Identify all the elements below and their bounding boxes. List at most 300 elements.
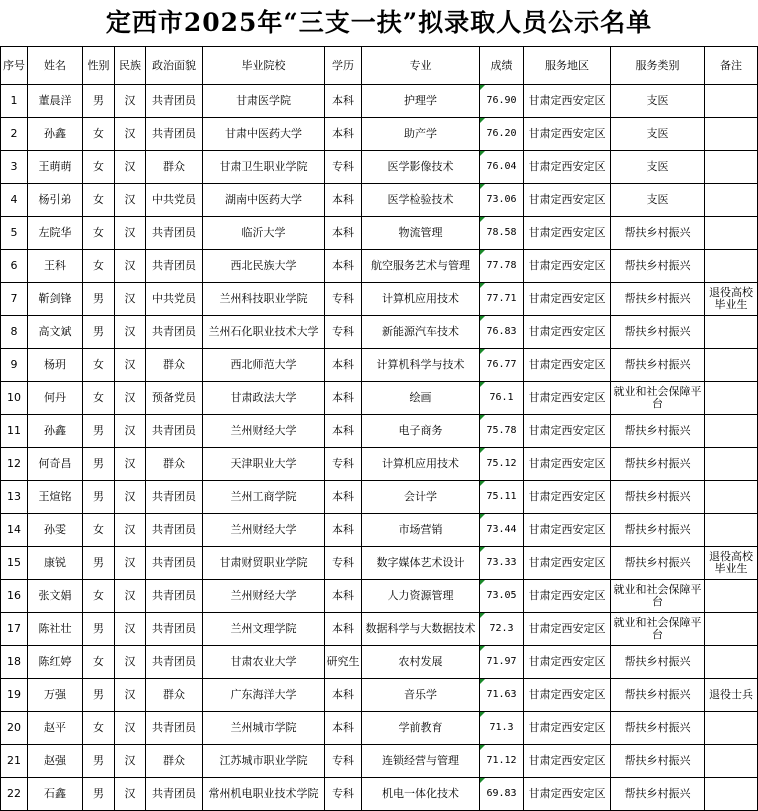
cell-political: 群众 (146, 745, 203, 778)
header-ethnicity: 民族 (115, 47, 146, 85)
cell-political: 共青团员 (146, 646, 203, 679)
cell-school: 湖南中医药大学 (203, 184, 325, 217)
cell-name: 孙鑫 (28, 415, 83, 448)
cell-major: 医学影像技术 (362, 151, 480, 184)
table-row (1, 316, 758, 349)
cell-note (705, 184, 758, 217)
table-row (1, 151, 758, 184)
table-row (1, 382, 758, 415)
cell-school: 甘肃财贸职业学院 (203, 547, 325, 580)
cell-political: 共青团员 (146, 580, 203, 613)
cell-political: 共青团员 (146, 217, 203, 250)
cell-major: 数字媒体艺术设计 (362, 547, 480, 580)
cell-score: 76.04 (480, 151, 524, 184)
cell-category: 帮扶乡村振兴 (611, 448, 705, 481)
cell-region: 甘肃定西安定区 (524, 316, 611, 349)
cell-note (705, 316, 758, 349)
cell-major: 机电一体化技术 (362, 778, 480, 811)
cell-degree: 研究生 (325, 646, 362, 679)
cell-gender: 男 (83, 613, 115, 646)
cell-name: 王科 (28, 250, 83, 283)
header-no: 序号 (1, 47, 28, 85)
table-row (1, 349, 758, 382)
cell-gender: 女 (83, 250, 115, 283)
cell-degree: 专科 (325, 547, 362, 580)
cell-no: 9 (1, 349, 28, 382)
cell-region: 甘肃定西安定区 (524, 712, 611, 745)
cell-no: 6 (1, 250, 28, 283)
cell-note: 退役高校毕业生 (705, 283, 758, 316)
table-row (1, 580, 758, 613)
cell-note (705, 481, 758, 514)
cell-name: 董晨洋 (28, 85, 83, 118)
cell-score: 71.3 (480, 712, 524, 745)
cell-degree: 本科 (325, 712, 362, 745)
cell-no: 21 (1, 745, 28, 778)
cell-score: 76.90 (480, 85, 524, 118)
cell-ethnicity: 汉 (115, 85, 146, 118)
cell-no: 16 (1, 580, 28, 613)
cell-score: 76.83 (480, 316, 524, 349)
cell-major: 绘画 (362, 382, 480, 415)
cell-gender: 女 (83, 118, 115, 151)
cell-category: 帮扶乡村振兴 (611, 745, 705, 778)
cell-note (705, 382, 758, 415)
cell-category: 支医 (611, 118, 705, 151)
cell-name: 赵强 (28, 745, 83, 778)
cell-gender: 女 (83, 646, 115, 679)
cell-school: 兰州工商学院 (203, 481, 325, 514)
cell-major: 学前教育 (362, 712, 480, 745)
cell-category: 帮扶乡村振兴 (611, 679, 705, 712)
cell-political: 中共党员 (146, 283, 203, 316)
cell-political: 共青团员 (146, 481, 203, 514)
cell-gender: 女 (83, 382, 115, 415)
cell-no: 1 (1, 85, 28, 118)
cell-score: 71.63 (480, 679, 524, 712)
cell-region: 甘肃定西安定区 (524, 613, 611, 646)
table-row (1, 250, 758, 283)
cell-major: 数据科学与大数据技术 (362, 613, 480, 646)
cell-ethnicity: 汉 (115, 514, 146, 547)
cell-political: 共青团员 (146, 250, 203, 283)
cell-gender: 男 (83, 547, 115, 580)
cell-category: 帮扶乡村振兴 (611, 250, 705, 283)
cell-score: 78.58 (480, 217, 524, 250)
cell-name: 杨玥 (28, 349, 83, 382)
cell-ethnicity: 汉 (115, 547, 146, 580)
cell-no: 11 (1, 415, 28, 448)
cell-score: 69.83 (480, 778, 524, 811)
cell-degree: 专科 (325, 283, 362, 316)
cell-school: 兰州科技职业学院 (203, 283, 325, 316)
cell-category: 帮扶乡村振兴 (611, 778, 705, 811)
cell-name: 石鑫 (28, 778, 83, 811)
cell-major: 物流管理 (362, 217, 480, 250)
cell-region: 甘肃定西安定区 (524, 382, 611, 415)
cell-gender: 女 (83, 580, 115, 613)
cell-ethnicity: 汉 (115, 184, 146, 217)
cell-school: 甘肃政法大学 (203, 382, 325, 415)
cell-school: 兰州财经大学 (203, 415, 325, 448)
cell-region: 甘肃定西安定区 (524, 85, 611, 118)
cell-score: 75.11 (480, 481, 524, 514)
cell-major: 音乐学 (362, 679, 480, 712)
cell-name: 赵平 (28, 712, 83, 745)
cell-category: 帮扶乡村振兴 (611, 547, 705, 580)
cell-no: 15 (1, 547, 28, 580)
cell-ethnicity: 汉 (115, 250, 146, 283)
cell-region: 甘肃定西安定区 (524, 283, 611, 316)
cell-degree: 本科 (325, 250, 362, 283)
cell-political: 共青团员 (146, 547, 203, 580)
table-row (1, 613, 758, 646)
cell-degree: 本科 (325, 679, 362, 712)
cell-ethnicity: 汉 (115, 151, 146, 184)
cell-category: 帮扶乡村振兴 (611, 349, 705, 382)
cell-name: 左院华 (28, 217, 83, 250)
cell-score: 73.05 (480, 580, 524, 613)
cell-school: 甘肃医学院 (203, 85, 325, 118)
cell-gender: 女 (83, 349, 115, 382)
cell-degree: 本科 (325, 217, 362, 250)
cell-category: 帮扶乡村振兴 (611, 514, 705, 547)
cell-note (705, 514, 758, 547)
header-degree: 学历 (325, 47, 362, 85)
cell-ethnicity: 汉 (115, 118, 146, 151)
cell-category: 帮扶乡村振兴 (611, 283, 705, 316)
cell-name: 孙雯 (28, 514, 83, 547)
cell-category: 帮扶乡村振兴 (611, 415, 705, 448)
cell-ethnicity: 汉 (115, 481, 146, 514)
cell-name: 张文娟 (28, 580, 83, 613)
cell-name: 高文斌 (28, 316, 83, 349)
cell-ethnicity: 汉 (115, 679, 146, 712)
cell-degree: 专科 (325, 745, 362, 778)
cell-note (705, 613, 758, 646)
cell-major: 助产学 (362, 118, 480, 151)
cell-category: 帮扶乡村振兴 (611, 712, 705, 745)
table-row (1, 217, 758, 250)
cell-ethnicity: 汉 (115, 745, 146, 778)
table-body (1, 85, 758, 811)
cell-ethnicity: 汉 (115, 217, 146, 250)
cell-name: 何奇昌 (28, 448, 83, 481)
cell-school: 兰州财经大学 (203, 514, 325, 547)
cell-score: 75.12 (480, 448, 524, 481)
cell-no: 3 (1, 151, 28, 184)
header-major: 专业 (362, 47, 480, 85)
table-row (1, 85, 758, 118)
cell-no: 4 (1, 184, 28, 217)
cell-region: 甘肃定西安定区 (524, 580, 611, 613)
cell-region: 甘肃定西安定区 (524, 745, 611, 778)
cell-degree: 专科 (325, 151, 362, 184)
cell-note (705, 745, 758, 778)
cell-category: 就业和社会保障平台 (611, 382, 705, 415)
cell-region: 甘肃定西安定区 (524, 448, 611, 481)
cell-region: 甘肃定西安定区 (524, 118, 611, 151)
cell-political: 共青团员 (146, 118, 203, 151)
cell-category: 支医 (611, 85, 705, 118)
cell-school: 兰州文理学院 (203, 613, 325, 646)
cell-note (705, 85, 758, 118)
cell-political: 共青团员 (146, 316, 203, 349)
cell-region: 甘肃定西安定区 (524, 646, 611, 679)
table-row (1, 118, 758, 151)
cell-political: 共青团员 (146, 514, 203, 547)
cell-score: 75.78 (480, 415, 524, 448)
cell-major: 航空服务艺术与管理 (362, 250, 480, 283)
cell-degree: 本科 (325, 118, 362, 151)
cell-name: 陈红婷 (28, 646, 83, 679)
cell-major: 农村发展 (362, 646, 480, 679)
cell-major: 护理学 (362, 85, 480, 118)
cell-note (705, 580, 758, 613)
cell-note (705, 778, 758, 811)
cell-school: 兰州财经大学 (203, 580, 325, 613)
cell-score: 71.12 (480, 745, 524, 778)
header-name: 姓名 (28, 47, 83, 85)
cell-gender: 男 (83, 679, 115, 712)
header-gender: 性别 (83, 47, 115, 85)
table-row (1, 646, 758, 679)
cell-school: 常州机电职业技术学院 (203, 778, 325, 811)
cell-ethnicity: 汉 (115, 613, 146, 646)
cell-school: 兰州石化职业技术大学 (203, 316, 325, 349)
cell-note (705, 646, 758, 679)
cell-note (705, 415, 758, 448)
cell-political: 共青团员 (146, 415, 203, 448)
table-row (1, 547, 758, 580)
cell-no: 14 (1, 514, 28, 547)
header-category: 服务类别 (611, 47, 705, 85)
cell-gender: 男 (83, 85, 115, 118)
candidate-table (0, 46, 758, 811)
table-row (1, 448, 758, 481)
cell-political: 共青团员 (146, 778, 203, 811)
cell-degree: 本科 (325, 580, 362, 613)
cell-political: 共青团员 (146, 712, 203, 745)
cell-note: 退役高校毕业生 (705, 547, 758, 580)
cell-region: 甘肃定西安定区 (524, 547, 611, 580)
cell-note (705, 349, 758, 382)
cell-ethnicity: 汉 (115, 415, 146, 448)
cell-gender: 男 (83, 481, 115, 514)
cell-political: 群众 (146, 349, 203, 382)
cell-no: 10 (1, 382, 28, 415)
cell-no: 5 (1, 217, 28, 250)
cell-region: 甘肃定西安定区 (524, 415, 611, 448)
cell-gender: 男 (83, 778, 115, 811)
cell-name: 王萌萌 (28, 151, 83, 184)
header-note: 备注 (705, 47, 758, 85)
cell-region: 甘肃定西安定区 (524, 514, 611, 547)
cell-region: 甘肃定西安定区 (524, 184, 611, 217)
cell-degree: 本科 (325, 514, 362, 547)
cell-region: 甘肃定西安定区 (524, 151, 611, 184)
cell-school: 西北师范大学 (203, 349, 325, 382)
cell-score: 76.1 (480, 382, 524, 415)
cell-no: 18 (1, 646, 28, 679)
cell-ethnicity: 汉 (115, 778, 146, 811)
cell-ethnicity: 汉 (115, 646, 146, 679)
cell-major: 连锁经营与管理 (362, 745, 480, 778)
table-row (1, 184, 758, 217)
cell-category: 支医 (611, 151, 705, 184)
cell-category: 帮扶乡村振兴 (611, 481, 705, 514)
cell-school: 兰州城市学院 (203, 712, 325, 745)
cell-degree: 专科 (325, 778, 362, 811)
cell-note (705, 712, 758, 745)
cell-note: 退役士兵 (705, 679, 758, 712)
cell-school: 甘肃中医药大学 (203, 118, 325, 151)
cell-no: 20 (1, 712, 28, 745)
cell-category: 就业和社会保障平台 (611, 613, 705, 646)
cell-name: 万强 (28, 679, 83, 712)
cell-gender: 女 (83, 151, 115, 184)
cell-score: 76.20 (480, 118, 524, 151)
cell-political: 中共党员 (146, 184, 203, 217)
cell-score: 73.06 (480, 184, 524, 217)
cell-major: 新能源汽车技术 (362, 316, 480, 349)
cell-note (705, 151, 758, 184)
cell-gender: 女 (83, 184, 115, 217)
cell-political: 群众 (146, 151, 203, 184)
header-region: 服务地区 (524, 47, 611, 85)
cell-school: 广东海洋大学 (203, 679, 325, 712)
cell-school: 临沂大学 (203, 217, 325, 250)
cell-name: 王煊铭 (28, 481, 83, 514)
cell-gender: 男 (83, 283, 115, 316)
cell-category: 帮扶乡村振兴 (611, 316, 705, 349)
cell-degree: 本科 (325, 349, 362, 382)
cell-category: 帮扶乡村振兴 (611, 646, 705, 679)
cell-degree: 本科 (325, 613, 362, 646)
header-political: 政治面貌 (146, 47, 203, 85)
cell-ethnicity: 汉 (115, 580, 146, 613)
cell-score: 77.78 (480, 250, 524, 283)
cell-category: 帮扶乡村振兴 (611, 217, 705, 250)
cell-score: 72.3 (480, 613, 524, 646)
cell-political: 共青团员 (146, 613, 203, 646)
cell-degree: 本科 (325, 85, 362, 118)
header-score: 成绩 (480, 47, 524, 85)
cell-gender: 男 (83, 745, 115, 778)
cell-no: 17 (1, 613, 28, 646)
cell-no: 2 (1, 118, 28, 151)
cell-category: 支医 (611, 184, 705, 217)
cell-region: 甘肃定西安定区 (524, 679, 611, 712)
table-row (1, 514, 758, 547)
cell-name: 陈社壮 (28, 613, 83, 646)
table-row (1, 712, 758, 745)
cell-score: 73.44 (480, 514, 524, 547)
cell-name: 何丹 (28, 382, 83, 415)
cell-school: 西北民族大学 (203, 250, 325, 283)
cell-no: 7 (1, 283, 28, 316)
cell-degree: 本科 (325, 415, 362, 448)
cell-political: 群众 (146, 679, 203, 712)
cell-political: 共青团员 (146, 85, 203, 118)
cell-gender: 男 (83, 415, 115, 448)
header-school: 毕业院校 (203, 47, 325, 85)
cell-school: 甘肃卫生职业学院 (203, 151, 325, 184)
cell-degree: 专科 (325, 316, 362, 349)
cell-ethnicity: 汉 (115, 316, 146, 349)
table-row (1, 481, 758, 514)
cell-degree: 专科 (325, 448, 362, 481)
cell-ethnicity: 汉 (115, 382, 146, 415)
table-row (1, 415, 758, 448)
cell-major: 计算机应用技术 (362, 283, 480, 316)
cell-score: 71.97 (480, 646, 524, 679)
cell-gender: 女 (83, 712, 115, 745)
cell-no: 12 (1, 448, 28, 481)
cell-note (705, 217, 758, 250)
cell-region: 甘肃定西安定区 (524, 481, 611, 514)
cell-name: 杨引弟 (28, 184, 83, 217)
cell-region: 甘肃定西安定区 (524, 349, 611, 382)
cell-gender: 男 (83, 448, 115, 481)
header-row (1, 47, 758, 85)
cell-degree: 本科 (325, 184, 362, 217)
cell-region: 甘肃定西安定区 (524, 217, 611, 250)
cell-name: 靳剑锋 (28, 283, 83, 316)
cell-score: 77.71 (480, 283, 524, 316)
cell-note (705, 118, 758, 151)
cell-name: 康锐 (28, 547, 83, 580)
cell-major: 市场营销 (362, 514, 480, 547)
cell-note (705, 448, 758, 481)
cell-major: 计算机科学与技术 (362, 349, 480, 382)
document-title: 定西市2025年“三支一扶”拟录取人员公示名单 (105, 8, 653, 37)
cell-region: 甘肃定西安定区 (524, 250, 611, 283)
table-row (1, 778, 758, 811)
cell-major: 会计学 (362, 481, 480, 514)
cell-major: 电子商务 (362, 415, 480, 448)
cell-major: 医学检验技术 (362, 184, 480, 217)
table-row (1, 283, 758, 316)
cell-score: 73.33 (480, 547, 524, 580)
cell-ethnicity: 汉 (115, 448, 146, 481)
cell-ethnicity: 汉 (115, 712, 146, 745)
cell-school: 天津职业大学 (203, 448, 325, 481)
table-row (1, 679, 758, 712)
cell-gender: 女 (83, 217, 115, 250)
cell-degree: 本科 (325, 382, 362, 415)
cell-gender: 女 (83, 514, 115, 547)
cell-school: 江苏城市职业学院 (203, 745, 325, 778)
cell-political: 群众 (146, 448, 203, 481)
cell-gender: 男 (83, 316, 115, 349)
cell-name: 孙鑫 (28, 118, 83, 151)
cell-region: 甘肃定西安定区 (524, 778, 611, 811)
cell-ethnicity: 汉 (115, 349, 146, 382)
cell-major: 计算机应用技术 (362, 448, 480, 481)
table-row (1, 745, 758, 778)
cell-ethnicity: 汉 (115, 283, 146, 316)
cell-no: 19 (1, 679, 28, 712)
cell-school: 甘肃农业大学 (203, 646, 325, 679)
cell-no: 13 (1, 481, 28, 514)
cell-note (705, 250, 758, 283)
cell-major: 人力资源管理 (362, 580, 480, 613)
cell-no: 8 (1, 316, 28, 349)
cell-degree: 本科 (325, 481, 362, 514)
cell-political: 预备党员 (146, 382, 203, 415)
cell-no: 22 (1, 778, 28, 811)
